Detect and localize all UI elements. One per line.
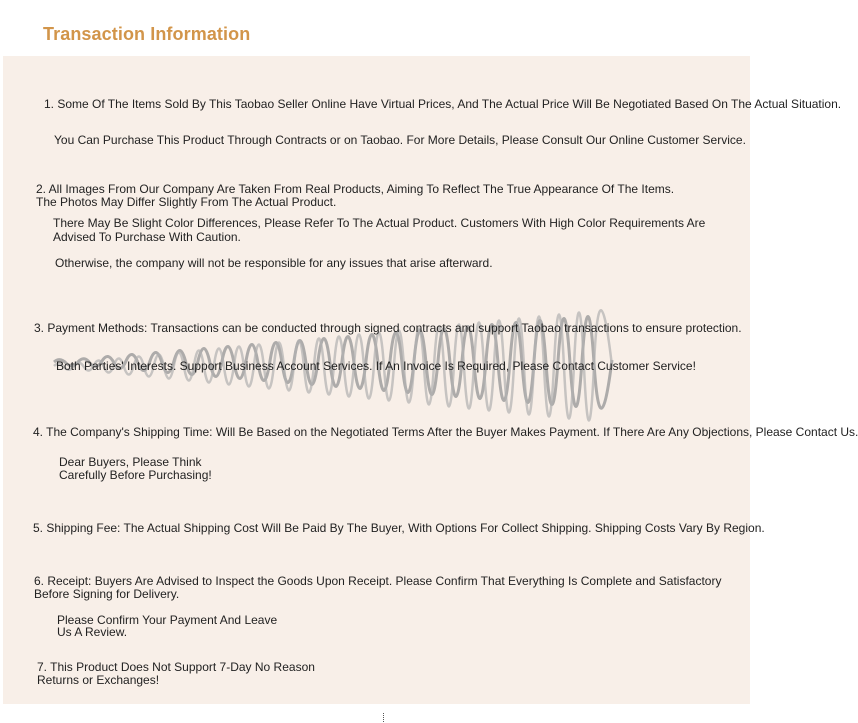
item-2-note: Otherwise, the company will not be responsible for any issues that arise afterward. (55, 256, 493, 270)
item-2-line-cont: The Photos May Differ Slightly From The Actual Product. (36, 195, 337, 209)
text-cursor (383, 713, 385, 722)
item-7-line: 7. This Product Does Not Support 7-Day No Reason (37, 660, 315, 674)
item-2-detail-cont: Advised To Purchase With Caution. (53, 230, 241, 244)
section-title: Transaction Information (43, 24, 251, 44)
item-6-detail: Please Confirm Your Payment And Leave (57, 613, 278, 627)
item-1-line: 1. Some Of The Items Sold By This Taobao Seller Online Have Virtual Prices, And The Actual Price Will Be Negotiated Based On The Actual Situation. (44, 97, 842, 111)
item-1-detail: You Can Purchase This Product Through Contracts or on Taobao. For More Details, Please Consult Our Online Customer Service. (54, 133, 746, 147)
transaction-info-panel (3, 56, 750, 704)
item-5-line: 5. Shipping Fee: The Actual Shipping Cost Will Be Paid By The Buyer, With Options For Collect Shipping. Shipping Costs Vary By Region. (33, 521, 765, 535)
item-6-line: 6. Receipt: Buyers Are Advised to Inspect the Goods Upon Receipt. Please Confirm That Everything Is Complete and Satisfactory (34, 574, 722, 588)
item-6-line-cont: Before Signing for Delivery. (34, 587, 180, 601)
item-7-line-cont: Returns or Exchanges! (37, 673, 160, 687)
item-2-detail: There May Be Slight Color Differences, Please Refer To The Actual Product. Customers With High Color Requirements Are (53, 216, 706, 230)
item-3-detail: Both Parties' Interests. Support Business Account Services. If An Invoice Is Required, Please Contact Customer Service! (56, 359, 696, 373)
item-4-detail-cont: Carefully Before Purchasing! (59, 468, 212, 482)
item-6-detail-cont: Us A Review. (57, 625, 128, 639)
item-4-line: 4. The Company's Shipping Time: Will Be Based on the Negotiated Terms After the Buyer Makes Payment. If There Are Any Objections, Please Contact Us. (33, 425, 858, 439)
item-4-detail: Dear Buyers, Please Think (59, 455, 202, 469)
item-3-line: 3. Payment Methods: Transactions can be conducted through signed contracts and support Taobao transactions to ensure protection. (34, 321, 742, 335)
item-2-line: 2. All Images From Our Company Are Taken From Real Products, Aiming To Reflect The True Appearance Of The Items. (36, 182, 675, 196)
